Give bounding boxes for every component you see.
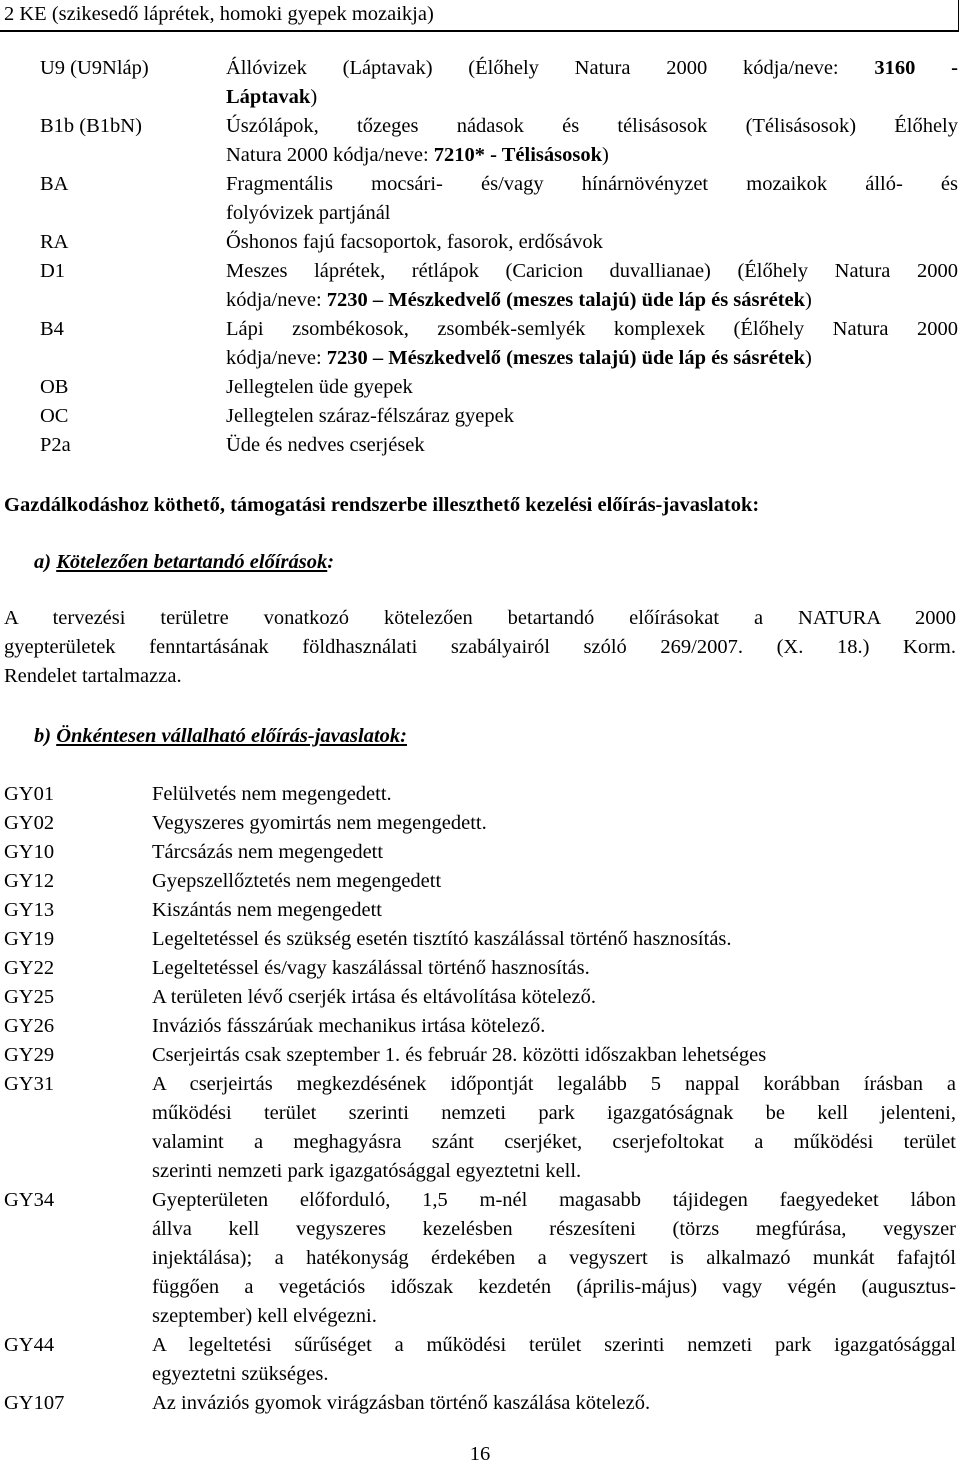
rule-text-line: állva kell vegyszeres kezelésben részesíteni (törzs megfúrása, vegyszer [152, 1218, 956, 1240]
rule-code: GY10 [4, 841, 55, 863]
habitat-code: OC [40, 405, 69, 427]
rule-text-line: szeptember) kell elvégezni. [152, 1305, 377, 1327]
habitat-text: kódja/neve: [226, 289, 327, 311]
rule-row [4, 867, 956, 896]
rule-text-line: A területen lévő cserjék irtása és eltávolítása kötelező. [152, 986, 596, 1008]
habitat-text: Őshonos fajú facsoportok, fasorok, erdősávok [226, 231, 603, 253]
subheading-mandatory [34, 548, 334, 577]
habitat-code: U9 (U9Nláp) [40, 57, 149, 79]
rule-code: GY13 [4, 899, 55, 921]
rule-text-line: szerinti nemzeti park igazgatósággal egyeztetni kell. [152, 1160, 582, 1182]
rule-description [152, 896, 956, 925]
rule-code: GY34 [4, 1189, 55, 1211]
habitat-code: B1b (B1bN) [40, 115, 142, 137]
natura-code-text: 7210* - Télisásosok [433, 144, 603, 166]
rule-text-line: valamint a meghagyásra szánt cserjéket, cserjefoltokat a működési terület [152, 1131, 956, 1153]
rule-code: GY01 [4, 783, 55, 805]
rule-code: GY26 [4, 1015, 55, 1037]
habitat-description [226, 373, 958, 402]
habitat-row [40, 373, 958, 402]
rule-description [152, 838, 956, 867]
rule-code: GY12 [4, 870, 55, 892]
paragraph-line: A tervezési területre vonatkozó kötelezően betartandó előírásokat a NATURA 2000 [4, 607, 956, 629]
rule-text-line: Felülvetés nem megengedett. [152, 783, 392, 805]
rule-text-line: egyeztetni szükséges. [152, 1363, 329, 1385]
natura-code-text: 3160 - [874, 57, 958, 79]
rule-row [4, 838, 956, 867]
habitat-row [40, 228, 958, 257]
habitat-description [226, 112, 958, 170]
habitat-code: OB [40, 376, 69, 398]
subheading-mandatory-title: Kötelezően betartandó előírások [56, 551, 328, 573]
subheading-mandatory-label: a) [34, 551, 52, 573]
habitat-row [40, 315, 958, 373]
habitat-description [226, 257, 958, 315]
habitat-text: folyóvizek partjánál [226, 202, 391, 224]
rule-description [152, 780, 956, 809]
rule-text-line: injektálása); a hatékonyság érdekében a vegyszert is alkalmazó munkát fafajtól [152, 1247, 956, 1269]
rule-text-line: Gyepszellőztetés nem megengedett [152, 870, 442, 892]
rule-row [4, 983, 956, 1012]
natura-code-text: 7230 – Mészkedvelő (meszes talajú) üde láp és sásrétek [326, 289, 806, 311]
rule-text-line: Kiszántás nem megengedett [152, 899, 382, 921]
rule-description [152, 1186, 956, 1331]
habitat-code: P2a [40, 434, 71, 456]
habitat-text: Üde és nedves cserjések [226, 434, 425, 456]
rule-description [152, 809, 956, 838]
rule-code: GY31 [4, 1073, 55, 1095]
paragraph-line: gyepterületek fenntartásának földhasználati szabályairól szóló 269/2007. (X. 18.) Korm. [4, 636, 956, 658]
rule-text-line: Tárcsázás nem megengedett [152, 841, 384, 863]
section-header-box [0, 0, 959, 32]
rule-row [4, 896, 956, 925]
habitat-list [40, 54, 958, 460]
rule-text-line: Az inváziós gyomok virágzásban történő kaszálása kötelező. [152, 1392, 651, 1414]
habitat-row [40, 54, 958, 112]
rule-row [4, 1012, 956, 1041]
rule-text-line: működési terület szerinti nemzeti park igazgatóságnak be kell jelenteni, [152, 1102, 956, 1124]
rule-code: GY25 [4, 986, 55, 1008]
habitat-text: Natura 2000 kódja/neve: [226, 144, 434, 166]
habitat-text: Meszes láprétek, rétlápok (Caricion duvallianae) (Élőhely Natura 2000 [226, 260, 958, 282]
rule-row [4, 1389, 956, 1418]
habitat-row [40, 431, 958, 460]
habitat-code: RA [40, 231, 69, 253]
habitat-text: Jellegtelen üde gyepek [226, 376, 413, 398]
habitat-description [226, 228, 958, 257]
rule-row [4, 925, 956, 954]
subheading-voluntary-label: b) [34, 725, 52, 747]
rule-description [152, 954, 956, 983]
habitat-row [40, 112, 958, 170]
rule-text-line: függően a vegetációs időszak kezdetén (április-május) vagy végén (augusztus- [152, 1276, 956, 1298]
rule-text-line: Inváziós fásszárúak mechanikus irtása kötelező. [152, 1015, 546, 1037]
rule-row [4, 780, 956, 809]
habitat-text: Állóvizek (Láptavak) (Élőhely Natura 2000 kódja/neve: [226, 57, 875, 79]
rule-row [4, 954, 956, 983]
habitat-description [226, 54, 958, 112]
habitat-text: Fragmentális mocsári- és/vagy hínárnövényzet mozaikok álló- és [226, 173, 958, 195]
habitat-description [226, 170, 958, 228]
rule-text-line: Legeltetéssel és/vagy kaszálással történő hasznosítás. [152, 957, 590, 979]
rule-row [4, 1331, 956, 1389]
subheading-mandatory-colon: : [327, 551, 335, 573]
rule-text-line: A cserjeirtás megkezdésének időpontját legalább 5 nappal korábban írásban a [152, 1073, 956, 1095]
rule-code: GY02 [4, 812, 55, 834]
page-number: 16 [469, 1443, 491, 1465]
habitat-row [40, 402, 958, 431]
rule-text-line: Vegyszeres gyomirtás nem megengedett. [152, 812, 487, 834]
rule-code: GY22 [4, 957, 55, 979]
management-heading: Gazdálkodáshoz köthető, támogatási rendszerbe illeszthető kezelési előírás-javaslatok: [4, 494, 760, 516]
rule-text-line: Cserjeirtás csak szeptember 1. és február 28. közötti időszakban lehetséges [152, 1044, 767, 1066]
rule-list [4, 780, 956, 1418]
rule-row [4, 809, 956, 838]
habitat-text: ) [310, 86, 318, 108]
rule-code: GY29 [4, 1044, 55, 1066]
habitat-description [226, 402, 958, 431]
rule-row [4, 1186, 956, 1331]
rule-row [4, 1070, 956, 1186]
habitat-code: BA [40, 173, 69, 195]
rule-code: GY19 [4, 928, 55, 950]
mandatory-paragraph [4, 604, 956, 691]
subheading-voluntary-title: Önkéntesen vállalható előírás-javaslatok: [56, 725, 407, 747]
habitat-text: kódja/neve: [226, 347, 327, 369]
habitat-text: ) [602, 144, 609, 166]
rule-code: GY44 [4, 1334, 55, 1356]
habitat-text: Jellegtelen száraz-félszáraz gyepek [226, 405, 514, 427]
habitat-code: D1 [40, 260, 66, 282]
habitat-description [226, 315, 958, 373]
rule-row [4, 1041, 956, 1070]
rule-code: GY107 [4, 1392, 65, 1414]
rule-description [152, 1331, 956, 1389]
habitat-text: ) [805, 347, 812, 369]
natura-code-text: Láptavak [226, 86, 311, 108]
habitat-text: Úszólápok, tőzeges nádasok és télisásosok (Télisásosok) Élőhely [226, 115, 958, 137]
section-title: 2 KE (szikesedő láprétek, homoki gyepek mozaikja) [4, 3, 434, 25]
habitat-text: ) [805, 289, 812, 311]
habitat-row [40, 170, 958, 228]
subheading-voluntary [34, 722, 407, 751]
rule-description [152, 1041, 956, 1070]
natura-code-text: 7230 – Mészkedvelő (meszes talajú) üde láp és sásrétek [326, 347, 806, 369]
rule-description [152, 1070, 956, 1186]
rule-description [152, 867, 956, 896]
rule-text-line: Legeltetéssel és szükség esetén tisztító kaszálással történő hasznosítás. [152, 928, 732, 950]
habitat-text: Lápi zsombékosok, zsombék-semlyék komplexek (Élőhely Natura 2000 [226, 318, 958, 340]
rule-description [152, 983, 956, 1012]
paragraph-line: Rendelet tartalmazza. [4, 665, 182, 687]
rule-description [152, 1389, 956, 1418]
habitat-code: B4 [40, 318, 64, 340]
rule-text-line: A legeltetési sűrűséget a működési terület szerinti nemzeti park igazgatósággal [152, 1334, 956, 1356]
habitat-description [226, 431, 958, 460]
rule-text-line: Gyepterületen előforduló, 1,5 m-nél magasabb tájidegen faegyedeket lábon [152, 1189, 956, 1211]
habitat-row [40, 257, 958, 315]
rule-description [152, 1012, 956, 1041]
rule-description [152, 925, 956, 954]
